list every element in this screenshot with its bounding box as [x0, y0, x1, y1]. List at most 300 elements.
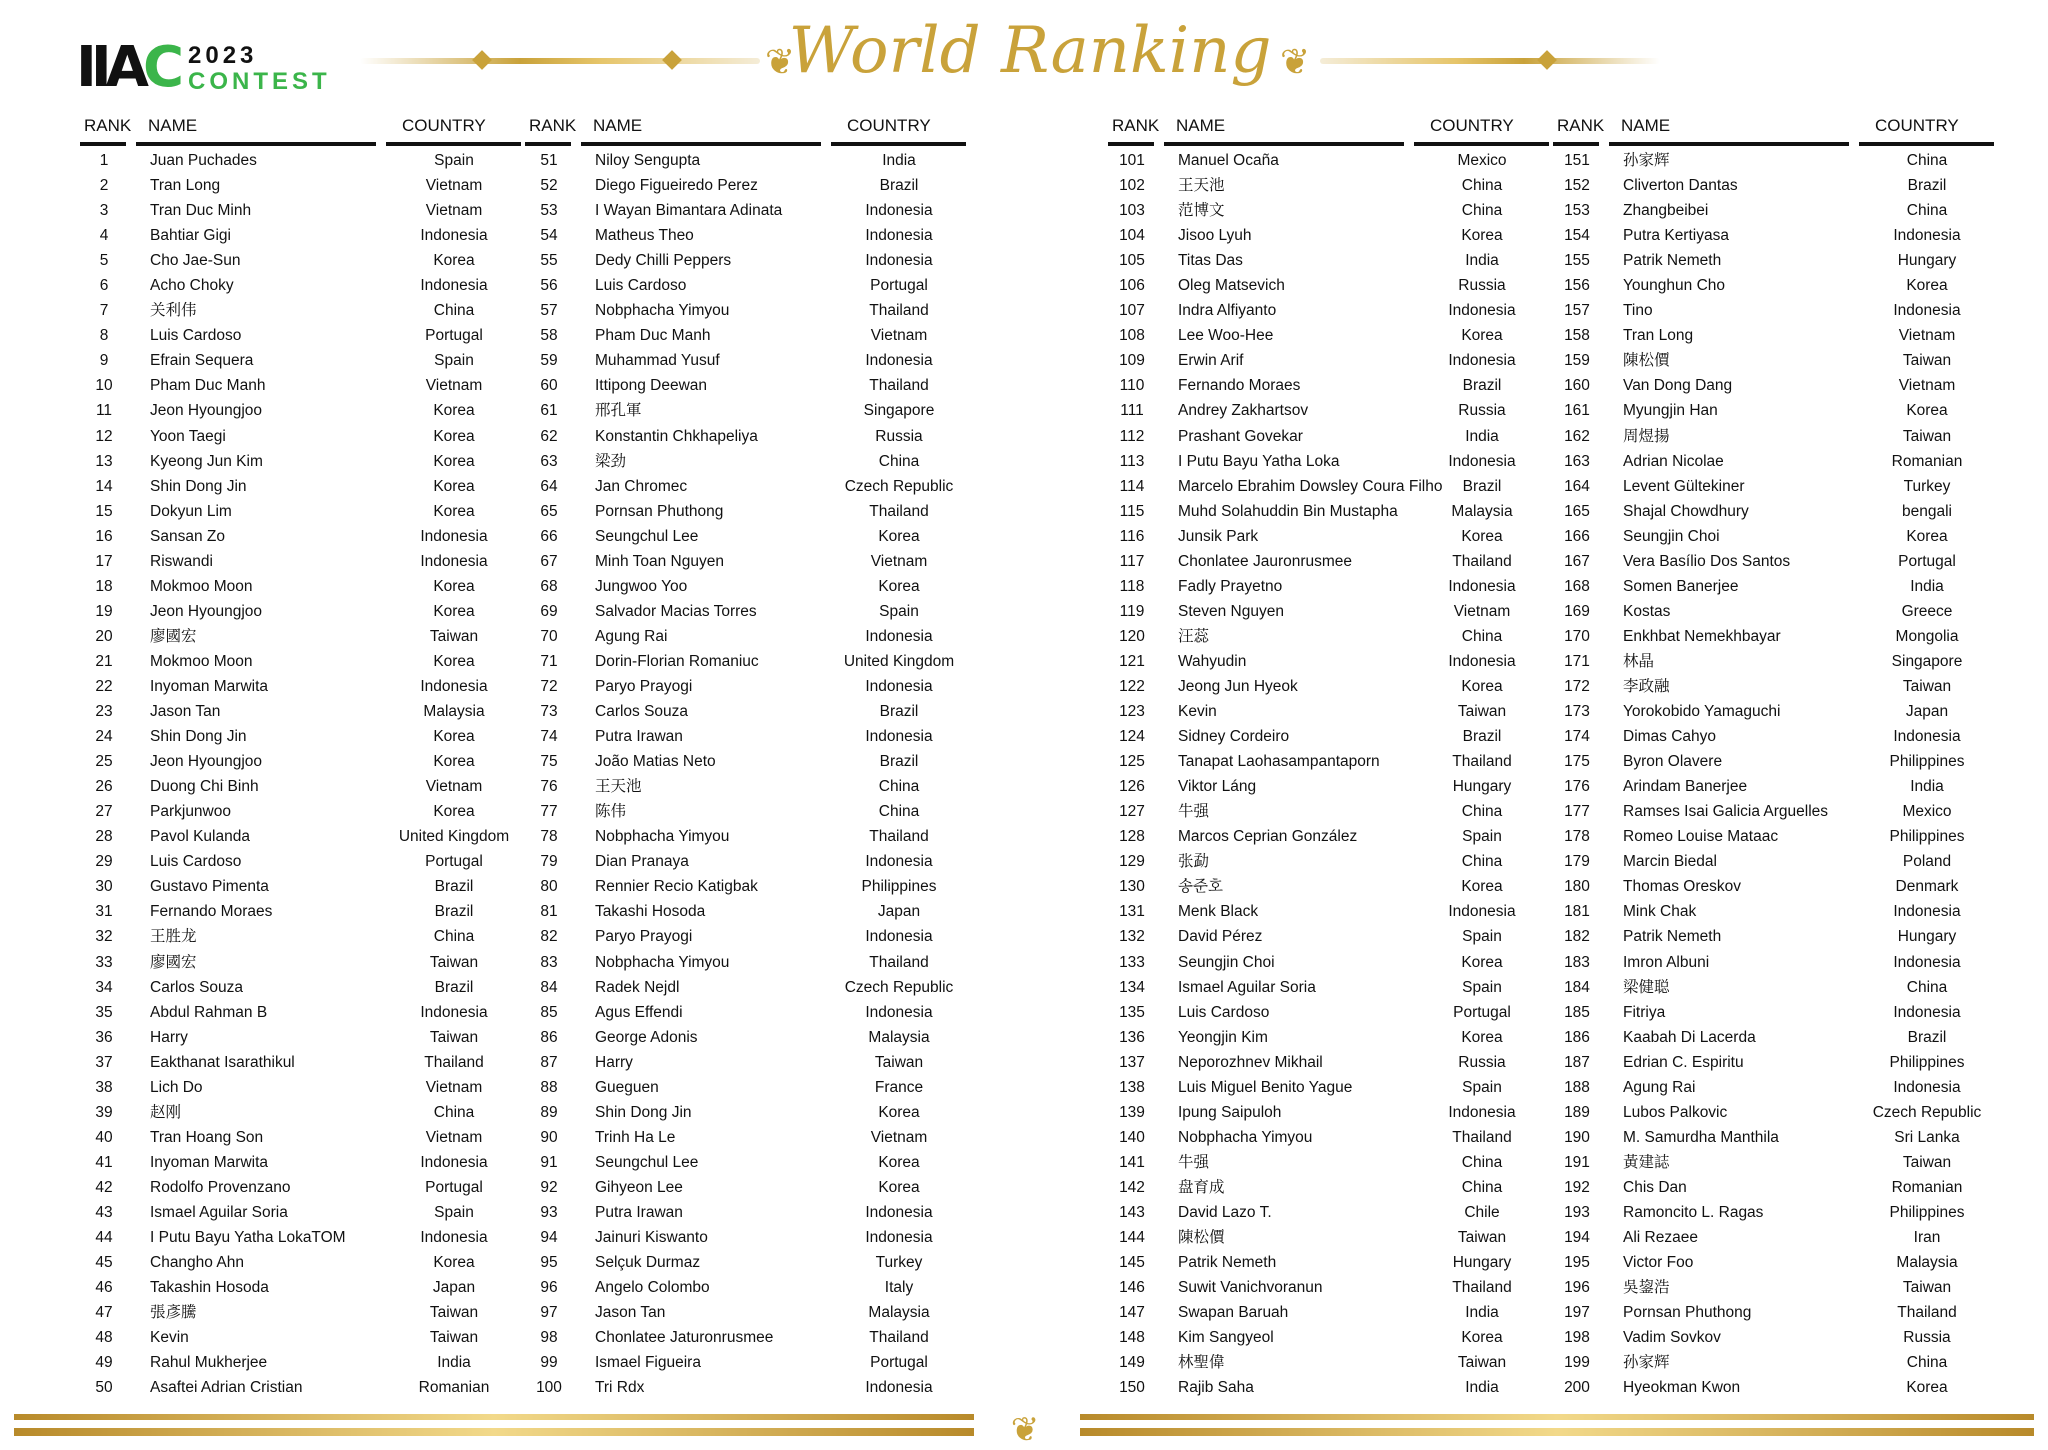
- country-value: Korea: [433, 427, 475, 445]
- player-name: Luis Cardoso: [1178, 1003, 1270, 1021]
- rank-value: 148: [1119, 1329, 1145, 1347]
- country-value: Indonesia: [1448, 452, 1516, 470]
- player-name: Kostas: [1623, 602, 1671, 620]
- ranking-row: [1553, 524, 1993, 549]
- country-value: Taiwan: [1902, 677, 1952, 695]
- rank-value: 78: [540, 828, 558, 846]
- ranking-row: [525, 1100, 965, 1125]
- ranking-row: [525, 1175, 965, 1200]
- ranking-row: [80, 749, 520, 774]
- player-name: Levent Gültekiner: [1623, 477, 1745, 495]
- country-value: India: [1910, 778, 1944, 796]
- ranking-row: [1553, 449, 1993, 474]
- ranking-row: [1553, 1075, 1993, 1100]
- rank-value: 175: [1564, 753, 1590, 771]
- rank-value: 51: [540, 152, 558, 169]
- rank-value: 116: [1119, 527, 1145, 545]
- country-value: Spain: [1462, 928, 1502, 946]
- rank-value: 50: [95, 1379, 113, 1397]
- rank-value: 194: [1564, 1229, 1590, 1247]
- player-name: Manuel Ocaña: [1178, 152, 1279, 169]
- rank-value: 22: [95, 677, 113, 695]
- player-name: Prashant Govekar: [1178, 427, 1303, 445]
- ranking-row: [525, 549, 965, 574]
- country-value: Korea: [433, 452, 475, 470]
- player-name: Mokmoo Moon: [150, 652, 253, 670]
- player-name: Yorokobido Yamaguchi: [1623, 703, 1781, 721]
- ranking-row: [80, 248, 520, 273]
- rank-value: 33: [95, 953, 113, 971]
- player-name: Seungchul Lee: [595, 527, 699, 545]
- ranking-row: [525, 874, 965, 899]
- country-value: China: [433, 928, 475, 946]
- ranking-row: [1553, 599, 1993, 624]
- player-name: Ipung Saipuloh: [1178, 1103, 1282, 1121]
- rank-value: 178: [1564, 828, 1590, 846]
- country-value: Vietnam: [870, 552, 928, 570]
- rank-value: 144: [1119, 1229, 1145, 1247]
- rank-value: 38: [95, 1078, 113, 1096]
- rank-value: 93: [540, 1203, 558, 1221]
- player-name: Sidney Cordeiro: [1178, 728, 1290, 746]
- player-name: Menk Black: [1178, 903, 1259, 921]
- ranking-row: [1108, 599, 1548, 624]
- country-value: Thailand: [1452, 1279, 1512, 1297]
- player-name: Adrian Nicolae: [1623, 452, 1724, 470]
- country-value: Brazil: [879, 177, 919, 195]
- player-name: Gustavo Pimenta: [150, 878, 269, 896]
- rank-value: 4: [99, 227, 109, 245]
- rank-value: 115: [1119, 502, 1145, 520]
- player-name: 张勐: [1178, 853, 1210, 871]
- ranking-row: [525, 1050, 965, 1075]
- rank-value: 19: [95, 602, 113, 620]
- ranking-row: [80, 198, 520, 223]
- player-name: Rodolfo Provenzano: [150, 1178, 291, 1196]
- ranking-row: [1553, 1375, 1993, 1400]
- player-name: Lich Do: [150, 1078, 203, 1096]
- rank-value: 110: [1119, 377, 1145, 395]
- rank-value: 111: [1120, 402, 1144, 420]
- rank-value: 36: [95, 1028, 113, 1046]
- player-name: Andrey Zakhartsov: [1178, 402, 1309, 420]
- player-name: Kevin: [150, 1329, 189, 1347]
- player-name: 牛强: [1178, 803, 1210, 821]
- rank-value: 170: [1564, 627, 1590, 645]
- rank-value: 149: [1119, 1354, 1145, 1372]
- ranking-row: [1553, 649, 1993, 674]
- country-value: China: [1461, 1153, 1503, 1171]
- ranking-row: [1553, 975, 1993, 1000]
- country-value: Korea: [433, 477, 475, 495]
- player-name: Shin Dong Jin: [150, 477, 247, 495]
- player-name: Salvador Macias Torres: [595, 602, 757, 620]
- name-header: NAME: [1621, 116, 1671, 135]
- header-underline: [525, 142, 965, 146]
- player-name: Dedy Chilli Peppers: [595, 252, 732, 270]
- rank-value: 46: [95, 1279, 113, 1297]
- country-value: India: [882, 152, 916, 169]
- rank-value: 182: [1564, 928, 1590, 946]
- country-value: Korea: [1461, 1028, 1503, 1046]
- player-name: Angelo Colombo: [595, 1279, 710, 1297]
- ranking-row: [525, 1375, 965, 1400]
- column-header: [80, 116, 520, 140]
- ranking-row: [1553, 624, 1993, 649]
- country-value: Korea: [1461, 953, 1503, 971]
- rank-value: 87: [540, 1053, 558, 1071]
- ranking-row: [525, 849, 965, 874]
- ranking-row: [525, 774, 965, 799]
- country-value: Greece: [1901, 602, 1953, 620]
- player-name: Ittipong Deewan: [595, 377, 708, 395]
- ranking-row: [1553, 799, 1993, 824]
- ranking-row: [1553, 874, 1993, 899]
- rank-value: 89: [540, 1103, 558, 1121]
- ranking-row: [1553, 148, 1993, 173]
- ranking-row: [525, 599, 965, 624]
- player-name: 牛强: [1178, 1153, 1210, 1171]
- rank-value: 64: [540, 477, 558, 495]
- player-name: Jeon Hyoungjoo: [150, 602, 263, 620]
- ranking-row: [525, 398, 965, 423]
- rank-value: 84: [540, 978, 558, 996]
- ranking-row: [1553, 348, 1993, 373]
- player-name: Luis Cardoso: [595, 277, 687, 295]
- rank-value: 136: [1119, 1028, 1145, 1046]
- country-value: Japan: [432, 1279, 476, 1297]
- ranking-row: [80, 549, 520, 574]
- ranking-row: [1553, 749, 1993, 774]
- country-value: Mexico: [1457, 152, 1507, 169]
- ranking-row: [525, 1300, 965, 1325]
- rank-value: 24: [95, 728, 113, 746]
- player-name: Eakthanat Isarathikul: [150, 1053, 295, 1071]
- ranking-row: [1108, 1325, 1548, 1350]
- country-value: Thailand: [1897, 1304, 1957, 1322]
- rank-value: 61: [540, 402, 558, 420]
- rank-value: 165: [1564, 502, 1590, 520]
- player-name: David Pérez: [1178, 928, 1263, 946]
- player-name: Arindam Banerjee: [1623, 778, 1748, 796]
- country-value: Russia: [875, 427, 923, 445]
- header-underline: [80, 142, 520, 146]
- rank-value: 159: [1564, 352, 1590, 370]
- country-value: Malaysia: [1451, 502, 1513, 520]
- country-value: Taiwan: [1902, 352, 1952, 370]
- country-value: Korea: [1906, 527, 1948, 545]
- rank-value: 34: [95, 978, 113, 996]
- rank-value: 186: [1564, 1028, 1590, 1046]
- ranking-row: [525, 1225, 965, 1250]
- country-value: Brazil: [879, 753, 919, 771]
- player-name: Kyeong Jun Kim: [150, 452, 263, 470]
- country-value: Japan: [877, 903, 921, 921]
- rank-value: 196: [1564, 1279, 1590, 1297]
- country-value: Vietnam: [425, 377, 483, 395]
- rank-value: 49: [95, 1354, 113, 1372]
- logo-mark: IIAC: [76, 35, 179, 100]
- rank-value: 97: [540, 1304, 558, 1322]
- player-name: David Lazo T.: [1178, 1203, 1272, 1221]
- country-value: Hungary: [1897, 252, 1957, 270]
- ranking-row: [80, 1275, 520, 1300]
- ranking-row: [1553, 774, 1993, 799]
- country-value: Italy: [884, 1279, 914, 1297]
- player-name: Takashi Hosoda: [595, 903, 706, 921]
- rank-value: 133: [1119, 953, 1145, 971]
- rank-value: 85: [540, 1003, 558, 1021]
- country-value: Malaysia: [868, 1028, 930, 1046]
- ranking-row: [1553, 1150, 1993, 1175]
- country-value: Indonesia: [1448, 1103, 1516, 1121]
- footer-gold-bar: [1080, 1414, 2034, 1420]
- ranking-row: [525, 323, 965, 348]
- ranking-row: [1553, 398, 1993, 423]
- rank-value: 137: [1119, 1053, 1145, 1071]
- player-name: Swapan Baruah: [1178, 1304, 1289, 1322]
- ranking-row: [1553, 1225, 1993, 1250]
- ranking-row: [1108, 699, 1548, 724]
- rank-value: 81: [540, 903, 558, 921]
- player-name: Luis Miguel Benito Yague: [1178, 1078, 1353, 1096]
- rank-value: 48: [95, 1329, 113, 1347]
- country-value: Indonesia: [1893, 227, 1961, 245]
- rank-value: 56: [540, 277, 558, 295]
- ranking-row: [1553, 1000, 1993, 1025]
- rank-value: 192: [1564, 1178, 1590, 1196]
- player-name: Pornsan Phuthong: [1623, 1304, 1752, 1322]
- player-name: Minh Toan Nguyen: [595, 552, 724, 570]
- player-name: 梁健聪: [1623, 978, 1670, 996]
- fleur-de-lis-icon: ❦: [1010, 1411, 1040, 1449]
- ranking-row: [80, 924, 520, 949]
- player-name: M. Samurdha Manthila: [1623, 1128, 1779, 1146]
- country-header: COUNTRY: [1430, 116, 1514, 135]
- rank-value: 28: [95, 828, 113, 846]
- rank-value: 59: [540, 352, 558, 370]
- player-name: Pornsan Phuthong: [595, 502, 724, 520]
- player-name: Marcelo Ebrahim Dowsley Coura Filho: [1178, 477, 1443, 495]
- country-value: Malaysia: [868, 1304, 930, 1322]
- country-value: Korea: [1906, 402, 1948, 420]
- country-value: China: [1906, 152, 1948, 169]
- rank-value: 141: [1119, 1153, 1145, 1171]
- country-value: Malaysia: [1896, 1254, 1958, 1272]
- rank-value: 185: [1564, 1003, 1590, 1021]
- rank-value: 138: [1119, 1078, 1145, 1096]
- ranking-row: [1108, 1300, 1548, 1325]
- country-value: Philippines: [1889, 1053, 1965, 1071]
- player-name: Fitriya: [1623, 1003, 1666, 1021]
- ranking-row: [1108, 649, 1548, 674]
- rank-value: 125: [1119, 753, 1145, 771]
- rank-value: 55: [540, 252, 558, 270]
- player-name: Dian Pranaya: [595, 853, 689, 871]
- rank-value: 69: [540, 602, 558, 620]
- rank-value: 184: [1564, 978, 1590, 996]
- country-value: Thailand: [869, 1329, 929, 1347]
- rank-value: 152: [1564, 177, 1590, 195]
- ranking-row: [1108, 724, 1548, 749]
- player-name: Lubos Palkovic: [1623, 1103, 1728, 1121]
- ranking-row: [1108, 824, 1548, 849]
- player-name: Jeong Jun Hyeok: [1178, 677, 1298, 695]
- country-value: Sri Lanka: [1894, 1128, 1960, 1146]
- ranking-row: [525, 298, 965, 323]
- ranking-row: [1108, 899, 1548, 924]
- header-underline: [1108, 142, 1548, 146]
- rank-value: 145: [1119, 1254, 1145, 1272]
- player-name: 吳鋆浩: [1623, 1279, 1670, 1297]
- ranking-row: [525, 574, 965, 599]
- rank-value: 162: [1564, 427, 1590, 445]
- country-value: China: [1906, 978, 1948, 996]
- ranking-row: [1108, 1025, 1548, 1050]
- country-value: Vietnam: [870, 1128, 928, 1146]
- player-name: Indra Alfiyanto: [1178, 302, 1277, 320]
- rank-value: 95: [540, 1254, 558, 1272]
- rank-value: 139: [1119, 1103, 1145, 1121]
- rank-value: 43: [95, 1203, 113, 1221]
- rank-value: 131: [1119, 903, 1145, 921]
- ranking-row: [525, 449, 965, 474]
- country-value: China: [878, 803, 920, 821]
- rank-value: 53: [540, 202, 558, 220]
- country-value: China: [1461, 803, 1503, 821]
- player-name: 邢孔軍: [595, 402, 642, 420]
- player-name: Tri Rdx: [595, 1379, 645, 1397]
- player-name: Rajib Saha: [1178, 1379, 1254, 1397]
- player-name: Van Dong Dang: [1623, 377, 1733, 395]
- ranking-row: [80, 950, 520, 975]
- rank-value: 94: [540, 1229, 558, 1247]
- country-value: Thailand: [424, 1053, 484, 1071]
- country-value: Indonesia: [865, 627, 933, 645]
- player-name: Gueguen: [595, 1078, 659, 1096]
- player-name: Hyeokman Kwon: [1623, 1379, 1741, 1397]
- rank-header: RANK: [84, 116, 132, 135]
- rank-value: 100: [536, 1379, 562, 1397]
- rank-value: 99: [540, 1354, 558, 1372]
- player-name: Nobphacha Yimyou: [595, 828, 730, 846]
- ranking-row: [525, 148, 965, 173]
- country-value: Romanian: [418, 1379, 490, 1397]
- country-value: Brazil: [434, 878, 474, 896]
- player-name: Efrain Sequera: [150, 352, 254, 370]
- rank-value: 90: [540, 1128, 558, 1146]
- player-name: Rennier Recio Katigbak: [595, 878, 758, 896]
- ranking-row: [80, 824, 520, 849]
- country-value: China: [433, 1103, 475, 1121]
- rank-header: RANK: [529, 116, 577, 135]
- player-name: Jisoo Lyuh: [1178, 227, 1252, 245]
- rank-value: 20: [95, 627, 113, 645]
- player-name: Ali Rezaee: [1623, 1229, 1698, 1247]
- player-name: Cliverton Dantas: [1623, 177, 1738, 195]
- player-name: Lee Woo-Hee: [1178, 327, 1274, 345]
- country-value: Indonesia: [1893, 903, 1961, 921]
- ranking-row: [1108, 1275, 1548, 1300]
- player-name: Duong Chi Binh: [150, 778, 259, 796]
- rank-value: 76: [540, 778, 558, 796]
- country-header: COUNTRY: [1875, 116, 1959, 135]
- player-name: Agung Rai: [1623, 1078, 1696, 1096]
- player-name: Junsik Park: [1178, 527, 1259, 545]
- player-name: Chonlatee Jauronrusmee: [1178, 552, 1353, 570]
- ranking-row: [525, 799, 965, 824]
- player-name: Kaabah Di Lacerda: [1623, 1028, 1756, 1046]
- player-name: Oleg Matsevich: [1178, 277, 1285, 295]
- player-name: Byron Olavere: [1623, 753, 1723, 771]
- player-name: 廖國宏: [150, 627, 197, 645]
- rank-value: 86: [540, 1028, 558, 1046]
- country-value: Taiwan: [429, 1329, 479, 1347]
- ranking-row: [1553, 574, 1993, 599]
- rank-value: 103: [1119, 202, 1145, 220]
- player-name: Tran Long: [1623, 327, 1694, 345]
- country-value: China: [878, 452, 920, 470]
- country-value: Spain: [1462, 1078, 1502, 1096]
- rank-value: 163: [1564, 452, 1590, 470]
- ranking-row: [1108, 1350, 1548, 1375]
- country-value: Thailand: [869, 953, 929, 971]
- rank-value: 29: [95, 853, 113, 871]
- country-value: Indonesia: [1893, 728, 1961, 746]
- rank-value: 191: [1564, 1153, 1590, 1171]
- country-value: Vietnam: [425, 177, 483, 195]
- player-name: Marcin Biedal: [1623, 853, 1717, 871]
- player-name: Seungchul Lee: [595, 1153, 699, 1171]
- rank-value: 129: [1119, 853, 1145, 871]
- rank-value: 172: [1564, 677, 1590, 695]
- country-value: Korea: [433, 577, 475, 595]
- country-value: Thailand: [869, 377, 929, 395]
- ranking-row: [525, 924, 965, 949]
- player-name: Tran Duc Minh: [150, 202, 252, 220]
- ranking-row: [1108, 849, 1548, 874]
- player-name: Paryo Prayogi: [595, 928, 693, 946]
- rank-value: 121: [1119, 652, 1145, 670]
- name-header: NAME: [1176, 116, 1226, 135]
- column-header: [1553, 116, 1993, 140]
- ranking-row: [80, 1025, 520, 1050]
- player-name: 孙家辉: [1623, 1354, 1670, 1372]
- player-name: Jeon Hyoungjoo: [150, 753, 263, 771]
- country-value: Turkey: [875, 1254, 923, 1272]
- ranking-row: [1108, 474, 1548, 499]
- player-name: 廖國宏: [150, 953, 197, 971]
- ranking-row: [80, 874, 520, 899]
- rank-value: 7: [99, 302, 109, 320]
- rank-value: 130: [1119, 878, 1145, 896]
- country-value: Korea: [1461, 527, 1503, 545]
- player-name: 范博文: [1178, 202, 1225, 220]
- player-name: João Matias Neto: [595, 753, 716, 771]
- ranking-row: [1108, 574, 1548, 599]
- rank-value: 23: [95, 703, 113, 721]
- player-name: Seungjin Choi: [1178, 953, 1275, 971]
- country-value: Vietnam: [870, 327, 928, 345]
- country-value: Brazil: [879, 703, 919, 721]
- logo-year: 2023: [188, 42, 258, 69]
- ranking-row: [80, 699, 520, 724]
- player-name: Chonlatee Jaturonrusmee: [595, 1329, 774, 1347]
- ranking-row: [80, 1225, 520, 1250]
- rank-value: 26: [95, 778, 113, 796]
- rank-value: 183: [1564, 953, 1590, 971]
- ranking-row: [1108, 223, 1548, 248]
